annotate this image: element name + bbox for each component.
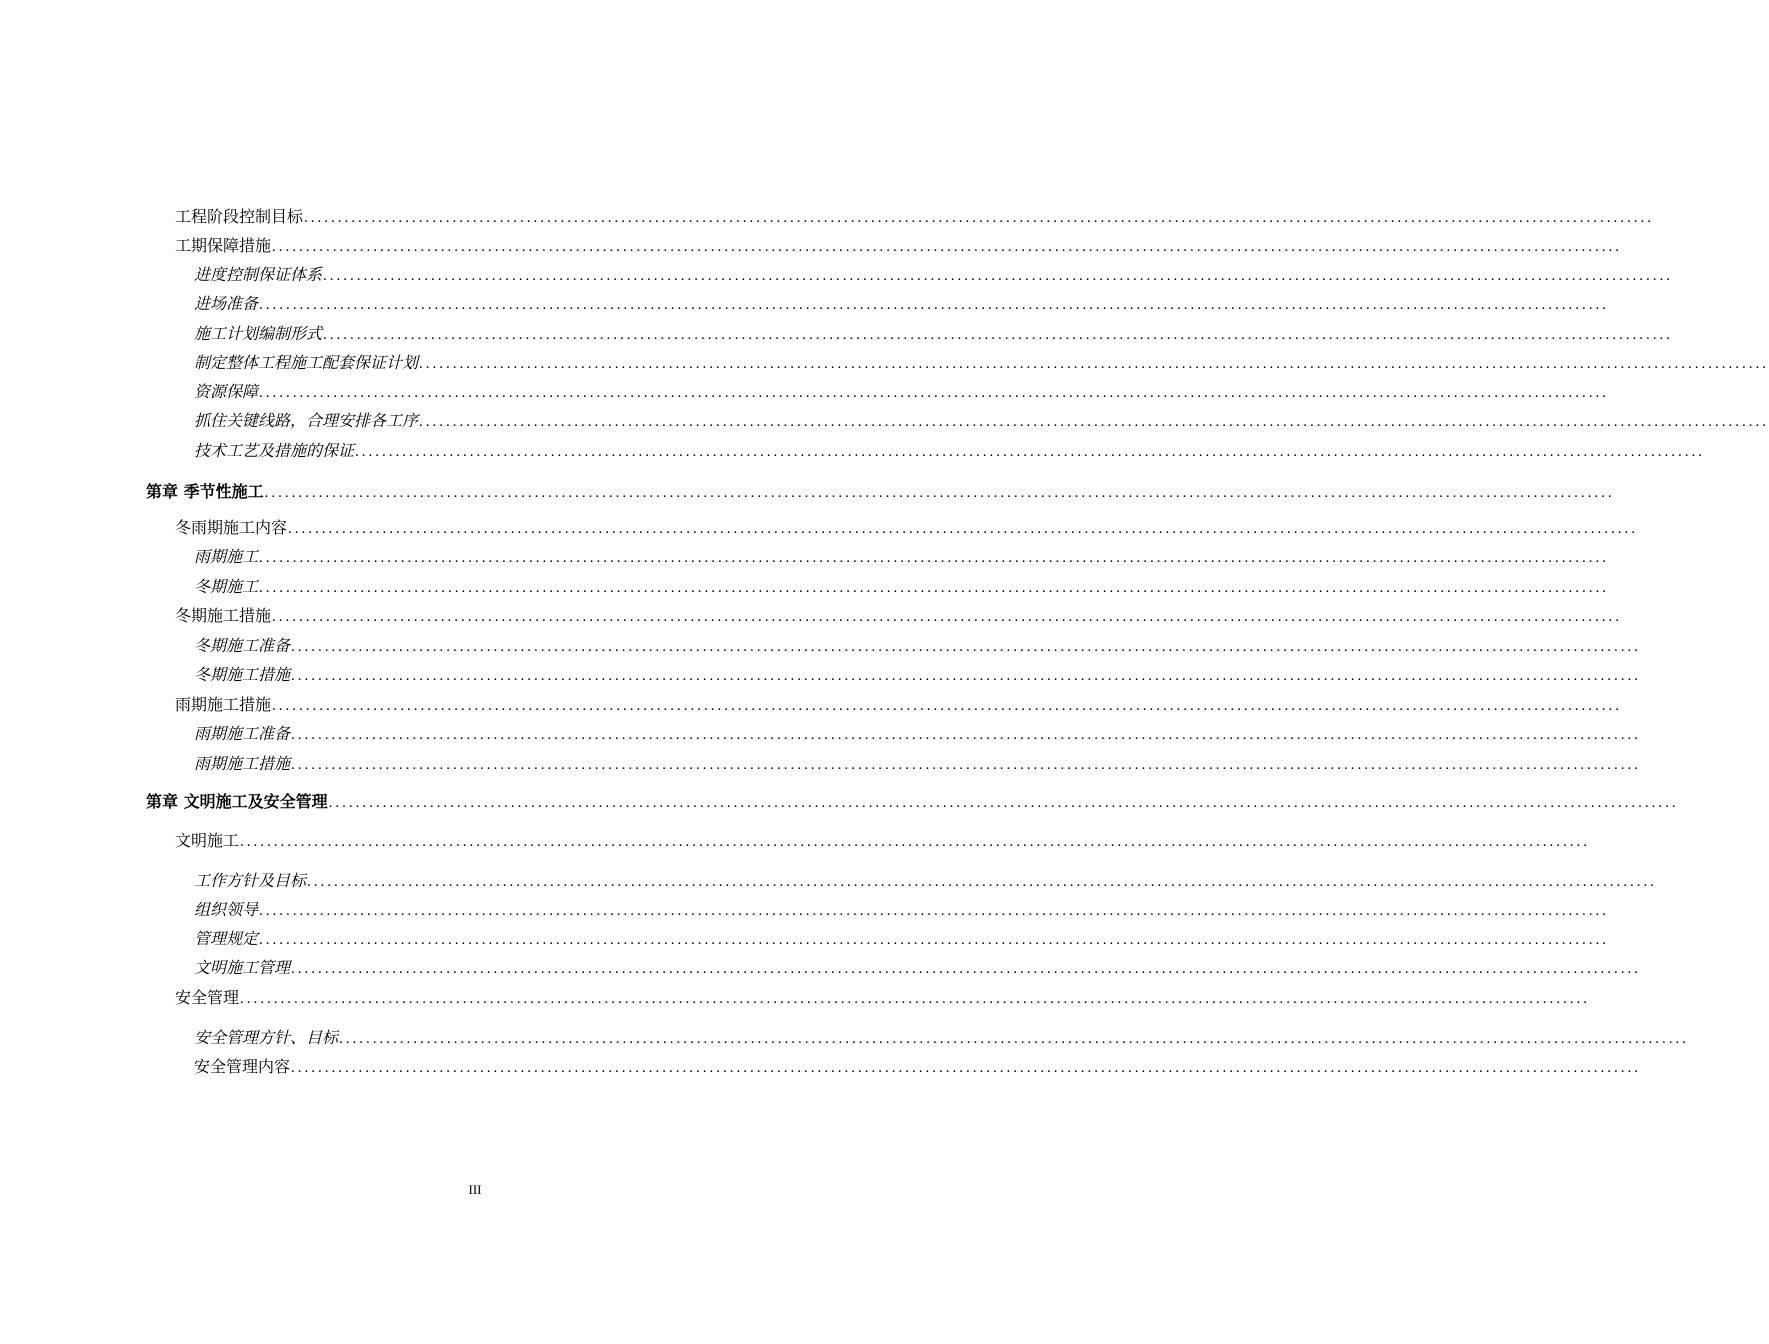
toc-chapter-entry[interactable] xyxy=(146,791,1679,813)
dot-leader: ........................................................................................................................................................................................................ xyxy=(272,609,1623,625)
dot-leader: ........................................................................................................................................................................................................ xyxy=(272,698,1623,714)
toc-entry[interactable] xyxy=(194,753,1642,775)
dot-leader: ........................................................................................................................................................................................................ xyxy=(288,521,1639,537)
dot-leader: ........................................................................................................................................................................................................ xyxy=(355,444,1706,460)
toc-entry-title: 管理规定 xyxy=(194,929,259,948)
toc-entry[interactable] xyxy=(175,987,1591,1009)
toc-entry-title: 安全管理 xyxy=(175,988,240,1007)
toc-entry-title: 技术工艺及措施的保证 xyxy=(194,441,355,460)
dot-leader: ........................................................................................................................................................................................................ xyxy=(291,727,1642,743)
toc-entry-title: 雨期施工 xyxy=(194,547,259,566)
toc-entry[interactable] xyxy=(194,635,1642,657)
toc-entry[interactable] xyxy=(194,957,1642,979)
toc-entry-title: 工作方针及目标 xyxy=(194,871,307,890)
toc-entry-title: 文明施工管理 xyxy=(194,958,291,977)
dot-leader: ........................................................................................................................................................................................................ xyxy=(291,639,1642,655)
toc-entry-title: 雨期施工措施 xyxy=(175,695,272,714)
toc-entry-title: 第章 文明施工及安全管理 xyxy=(146,792,328,811)
toc-entry-title: 工程阶段控制目标 xyxy=(175,207,304,226)
toc-entry-title: 第章 季节性施工 xyxy=(146,482,264,501)
toc-entry-title: 安全管理内容 xyxy=(194,1057,291,1076)
dot-leader: ........................................................................................................................................................................................................ xyxy=(259,385,1610,401)
toc-entry[interactable] xyxy=(194,546,1610,568)
toc-entry[interactable] xyxy=(194,352,1769,374)
toc-entry[interactable] xyxy=(194,870,1658,892)
dot-leader: ........................................................................................................................................................................................................ xyxy=(339,1031,1690,1047)
toc-entry-title: 制定整体工程施工配套保证计划 xyxy=(194,353,419,372)
toc-entry[interactable] xyxy=(194,440,1706,462)
toc-entry-title: 冬雨期施工内容 xyxy=(175,518,288,537)
toc-entry-title: 组织领导 xyxy=(194,900,259,919)
toc-entry[interactable] xyxy=(194,381,1610,403)
toc-entry[interactable] xyxy=(194,323,1674,345)
dot-leader: ........................................................................................................................................................................................................ xyxy=(291,757,1642,773)
toc-entry-title: 冬期施工准备 xyxy=(194,636,291,655)
dot-leader: ........................................................................................................................................................................................................ xyxy=(259,932,1610,948)
toc-entry-title: 工期保障措施 xyxy=(175,236,272,255)
page-number: III xyxy=(468,1182,482,1197)
toc-entry[interactable] xyxy=(175,830,1591,852)
toc-entry-title: 进度控制保证体系 xyxy=(194,265,323,284)
toc-entry[interactable] xyxy=(175,206,1655,228)
toc-entry-title: 雨期施工准备 xyxy=(194,724,291,743)
toc-entry-title: 安全管理方针、目标 xyxy=(194,1028,339,1047)
toc-entry[interactable] xyxy=(175,605,1623,627)
dot-leader: ........................................................................................................................................................................................................ xyxy=(419,414,1769,430)
dot-leader: ........................................................................................................................................................................................................ xyxy=(264,485,1615,501)
toc-entry[interactable] xyxy=(194,1027,1690,1049)
toc-entry[interactable] xyxy=(175,235,1623,257)
toc-entry[interactable] xyxy=(194,410,1769,432)
toc-entry[interactable] xyxy=(194,899,1610,921)
dot-leader: ........................................................................................................................................................................................................ xyxy=(307,874,1658,890)
dot-leader: ........................................................................................................................................................................................................ xyxy=(272,239,1623,255)
toc-entry[interactable] xyxy=(194,664,1642,686)
dot-leader: ........................................................................................................................................................................................................ xyxy=(240,834,1591,850)
toc-entry[interactable] xyxy=(194,264,1674,286)
toc-entry-title: 抓住关键线路，合理安排各工序 xyxy=(194,411,419,430)
dot-leader: ........................................................................................................................................................................................................ xyxy=(291,961,1642,977)
dot-leader: ........................................................................................................................................................................................................ xyxy=(419,356,1769,372)
toc-entry[interactable] xyxy=(194,1056,1642,1078)
toc-entry-title: 进场准备 xyxy=(194,294,259,313)
toc-entry[interactable] xyxy=(175,694,1623,716)
dot-leader: ........................................................................................................................................................................................................ xyxy=(323,327,1674,343)
dot-leader: ........................................................................................................................................................................................................ xyxy=(291,1060,1642,1076)
dot-leader: ........................................................................................................................................................................................................ xyxy=(323,268,1674,284)
dot-leader: ........................................................................................................................................................................................................ xyxy=(304,210,1655,226)
dot-leader: ........................................................................................................................................................................................................ xyxy=(259,903,1610,919)
toc-chapter-entry[interactable] xyxy=(146,481,1615,503)
dot-leader: ........................................................................................................................................................................................................ xyxy=(259,550,1610,566)
dot-leader: ........................................................................................................................................................................................................ xyxy=(259,297,1610,313)
dot-leader: ........................................................................................................................................................................................................ xyxy=(328,795,1679,811)
dot-leader: ........................................................................................................................................................................................................ xyxy=(259,580,1610,596)
toc-entry[interactable] xyxy=(194,576,1610,598)
toc-entry-title: 施工计划编制形式 xyxy=(194,324,323,343)
toc-entry[interactable] xyxy=(194,928,1610,950)
dot-leader: ........................................................................................................................................................................................................ xyxy=(240,991,1591,1007)
toc-entry[interactable] xyxy=(194,723,1642,745)
toc-entry[interactable] xyxy=(175,517,1639,539)
toc-entry-title: 冬期施工 xyxy=(194,577,259,596)
toc-entry-title: 冬期施工措施 xyxy=(175,606,272,625)
toc-entry[interactable] xyxy=(194,293,1610,315)
toc-entry-title: 冬期施工措施 xyxy=(194,665,291,684)
toc-entry-title: 资源保障 xyxy=(194,382,259,401)
dot-leader: ........................................................................................................................................................................................................ xyxy=(291,668,1642,684)
toc-entry-title: 雨期施工措施 xyxy=(194,754,291,773)
toc-entry-title: 文明施工 xyxy=(175,831,240,850)
